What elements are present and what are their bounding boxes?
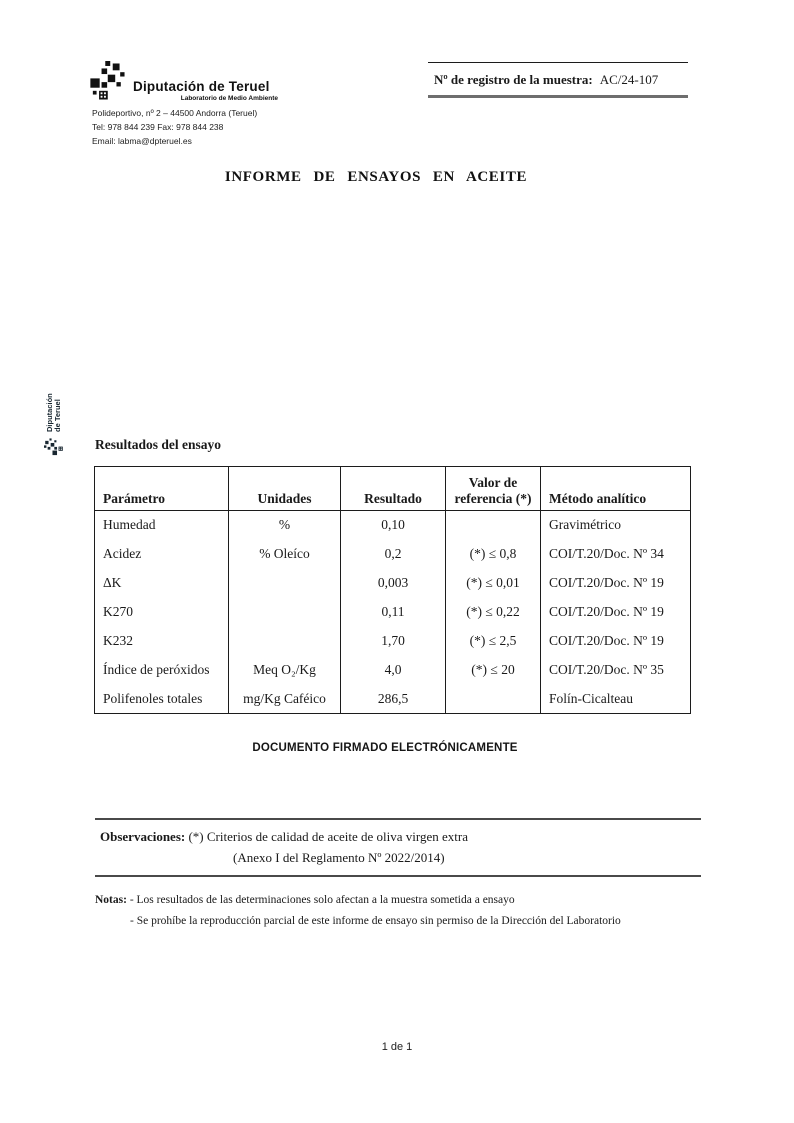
table-cell: Acidez — [95, 540, 229, 569]
table-row — [95, 627, 691, 656]
col-header-metodo: Método analítico — [541, 467, 691, 511]
notes-line: - Se prohíbe la reproducción parcial de este informe de ensayo sin permiso de la Dirección del Laboratorio — [130, 915, 621, 927]
table-cell: Polifenoles totales — [95, 685, 229, 714]
table-cell: 4,0 — [341, 656, 446, 685]
lab-address-block — [92, 106, 257, 148]
side-watermark-logo — [39, 364, 69, 456]
table-cell: Humedad — [95, 511, 229, 540]
observations-block — [95, 818, 701, 877]
observations-line: (Anexo I del Reglamento Nº 2022/2014) — [233, 850, 445, 865]
observations-label: Observaciones: — [100, 829, 186, 844]
signed-notice: DOCUMENTO FIRMADO ELECTRÓNICAMENTE — [252, 742, 518, 754]
table-row — [95, 540, 691, 569]
table-row — [95, 685, 691, 714]
col-header-unidades: Unidades — [229, 467, 341, 511]
diputacion-teruel-logo-icon — [89, 61, 129, 102]
table-cell: (*) ≤ 0,8 — [446, 540, 541, 569]
address-line: Email: labma@dpteruel.es — [92, 136, 192, 146]
table-cell — [229, 569, 341, 598]
table-cell: K270 — [95, 598, 229, 627]
notes-text: - Los resultados de las determinaciones solo afectan a la muestra sometida a ensayo — [129, 894, 515, 906]
table-cell: 286,5 — [341, 685, 446, 714]
table-cell — [229, 627, 341, 656]
table-cell: Folín-Cicalteau — [549, 690, 633, 706]
registry-value: AC/24-107 — [599, 72, 659, 87]
table-row — [95, 511, 691, 540]
table-cell: 0,10 — [341, 511, 446, 540]
table-cell: 0,003 — [341, 569, 446, 598]
logo-subtitle: Laboratorio de Medio Ambiente — [180, 95, 278, 102]
table-cell: K232 — [95, 627, 229, 656]
address-line: Tel: 978 844 239 Fax: 978 844 238 — [92, 122, 224, 132]
side-logo-text: Diputación de Teruel — [45, 393, 62, 432]
table-cell: COI/T.20/Doc. Nº 35 — [549, 662, 664, 677]
table-header-row — [95, 467, 691, 511]
table-cell: Meq O₂/Kg — [229, 656, 341, 685]
table-row — [95, 656, 691, 685]
notes-block — [95, 890, 621, 932]
table-cell: (*) ≤ 0,22 — [446, 598, 541, 627]
table-cell: % Oleíco — [229, 540, 341, 569]
notes-line — [95, 890, 621, 911]
table-cell — [446, 685, 541, 714]
col-header-resultado: Resultado — [341, 467, 446, 511]
table-cell: Índice de peróxidos — [95, 656, 229, 685]
diputacion-teruel-logo-icon — [44, 436, 64, 456]
table-cell: COI/T.20/Doc. Nº 19 — [549, 575, 664, 590]
results-heading: Resultados del ensayo — [95, 437, 222, 452]
notes-label: Notas: — [95, 894, 127, 906]
table-cell: mg/Kg Caféico — [229, 685, 341, 714]
page-number: 1 de 1 — [381, 1041, 413, 1053]
table-cell: ΔK — [95, 569, 229, 598]
table-cell — [446, 511, 541, 540]
logo-title: Diputación de Teruel — [133, 79, 270, 94]
table-cell: % — [229, 511, 341, 540]
address-line: Polideportivo, nº 2 – 44500 Andorra (Teruel) — [92, 108, 258, 118]
observations-line — [95, 829, 701, 845]
sample-registry-box — [428, 62, 688, 98]
observations-text: (*) Criterios de calidad de aceite de oliva virgen extra — [188, 829, 468, 844]
table-cell — [229, 598, 341, 627]
table-cell: (*) ≤ 20 — [446, 656, 541, 685]
registry-label: Nº de registro de la muestra: — [434, 72, 593, 87]
page-title: INFORME DE ENSAYOS EN ACEITE — [224, 169, 528, 185]
col-header-parametro: Parámetro — [95, 467, 229, 511]
table-cell: COI/T.20/Doc. Nº 34 — [549, 546, 664, 561]
table-cell: (*) ≤ 2,5 — [446, 627, 541, 656]
table-row — [95, 569, 691, 598]
table-cell: (*) ≤ 0,01 — [446, 569, 541, 598]
results-table — [94, 466, 691, 714]
col-header-valor-referencia: Valor de referencia (*) — [446, 467, 541, 511]
table-cell: 0,2 — [341, 540, 446, 569]
table-cell: Gravimétrico — [549, 517, 621, 533]
table-cell: COI/T.20/Doc. Nº 19 — [549, 633, 664, 648]
table-cell: 0,11 — [341, 598, 446, 627]
table-cell: COI/T.20/Doc. Nº 19 — [549, 604, 664, 619]
table-row — [95, 598, 691, 627]
table-cell: 1,70 — [341, 627, 446, 656]
